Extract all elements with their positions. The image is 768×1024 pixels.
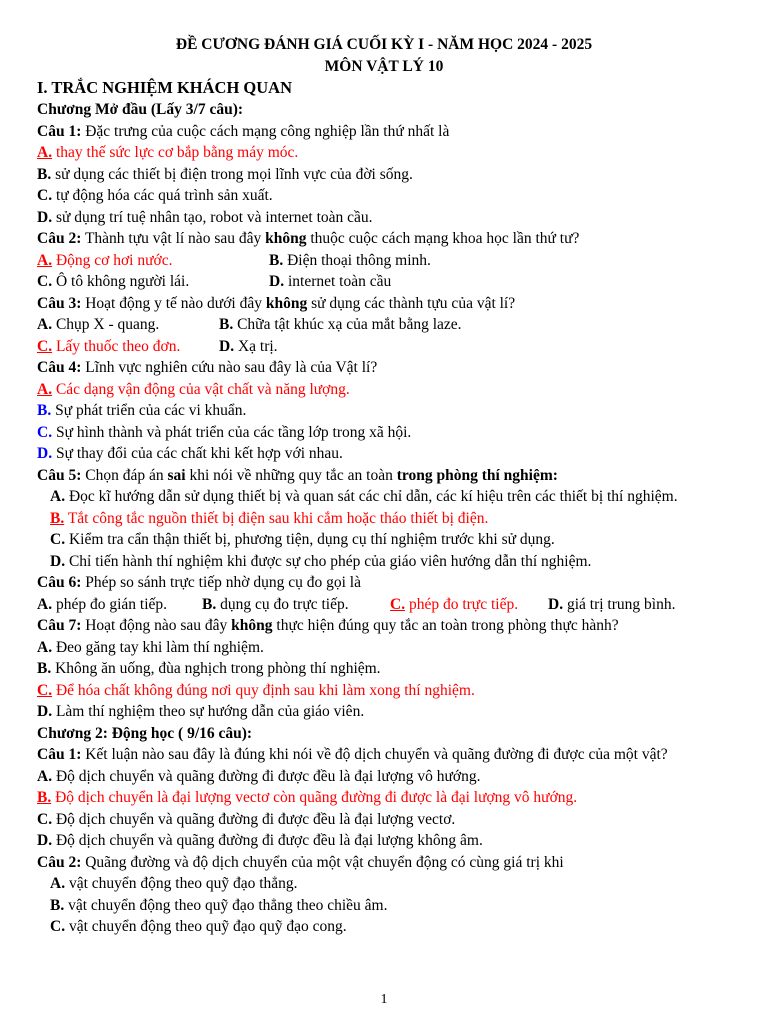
option-letter: D. <box>548 595 564 613</box>
option-text: giá trị trung bình. <box>563 595 676 613</box>
question-number: Câu 7: <box>37 617 82 634</box>
option-text: tự động hóa các quá trình sản xuất. <box>52 187 273 204</box>
question <box>37 121 731 143</box>
answer-option <box>37 316 159 333</box>
option-letter: D. <box>269 273 285 290</box>
answer-option <box>37 185 731 207</box>
option-letter: C. <box>50 531 66 548</box>
question-emphasis: không <box>265 294 308 312</box>
answer-option <box>37 400 731 422</box>
option-letter: A. <box>37 251 53 269</box>
option-text: internet toàn cầu <box>284 273 392 290</box>
question-number: Câu 3: <box>37 294 82 312</box>
question-emphasis: không <box>231 617 273 634</box>
question-text: thực hiện đúng quy tắc an toàn trong phòng thực hành? <box>272 617 619 634</box>
question-emphasis: sai <box>167 466 186 484</box>
question-text: Hoạt động nào sau đây <box>81 617 232 634</box>
option-letter: D. <box>37 703 53 720</box>
option-text: Sự hình thành và phát triển của các tầng lớp trong xã hội. <box>52 423 412 441</box>
question-emphasis: không <box>265 230 307 247</box>
option-text: Để hóa chất không đúng nơi quy định sau khi làm xong thí nghiệm. <box>52 681 475 699</box>
answer-option <box>37 443 731 465</box>
question <box>37 572 731 594</box>
answer-option <box>219 314 462 336</box>
answer-option-correct <box>37 338 180 355</box>
option-letter: A. <box>37 380 53 398</box>
answer-option <box>37 273 189 290</box>
question-number: Câu 1: <box>37 746 82 763</box>
option-text: Kiểm tra cẩn thận thiết bị, phương tiện, dụng cụ thí nghiệm trước khi sử dụng. <box>65 531 555 548</box>
option-letter: B. <box>37 660 52 677</box>
option-letter: A. <box>37 144 53 161</box>
question-text: Thành tựu vật lí nào sau đây <box>81 230 266 247</box>
answer-row <box>37 271 731 293</box>
answer-option <box>37 830 731 852</box>
answer-option <box>37 207 731 229</box>
option-letter: A. <box>37 638 53 656</box>
option-letter: A. <box>37 316 53 333</box>
answer-option <box>37 422 731 444</box>
option-letter: C. <box>37 681 53 699</box>
option-letter: C. <box>390 595 406 613</box>
option-text: Đọc kĩ hướng dẫn sử dụng thiết bị và quan sát các chỉ dẫn, các kí hiệu trên các thiết bị thí nghiệm. <box>65 488 678 505</box>
question-text: khi nói về những quy tắc an toàn <box>185 466 397 484</box>
option-text: Điện thoại thông minh. <box>283 251 431 269</box>
option-letter: C. <box>37 337 53 355</box>
option-text: Lấy thuốc theo đơn. <box>52 337 181 355</box>
option-letter: B. <box>37 165 52 183</box>
answer-option-correct <box>37 680 731 702</box>
exam-outline-page <box>37 34 731 938</box>
answer-option <box>37 486 731 508</box>
option-letter: D. <box>37 445 53 462</box>
option-letter: C. <box>37 187 53 204</box>
option-text: Sự thay đổi của các chất khi kết hợp với nhau. <box>52 445 343 462</box>
option-text: Chỉ tiến hành thí nghiệm khi được sự cho phép của giáo viên hướng dẫn thí nghiệm. <box>65 552 592 570</box>
option-letter: D. <box>50 552 66 570</box>
answer-option <box>37 809 731 831</box>
question-text: Phép so sánh trực tiếp nhờ dụng cụ đo gọi là <box>81 574 361 591</box>
question <box>37 465 731 487</box>
option-text: vật chuyển động theo quỹ đạo thẳng theo chiều âm. <box>64 896 388 914</box>
option-letter: B. <box>202 595 217 613</box>
option-text: Sự phát triển của các vi khuẩn. <box>51 402 247 419</box>
question <box>37 228 731 250</box>
question <box>37 357 731 379</box>
option-letter: D. <box>219 337 235 355</box>
answer-option <box>37 873 731 895</box>
document-title: ĐỀ CƯƠNG ĐÁNH GIÁ CUỐI KỲ I - NĂM HỌC 2024 - 2025 <box>175 36 593 53</box>
option-letter: A. <box>37 595 53 613</box>
question-text: Kết luận nào sau đây là đúng khi nói về độ dịch chuyển và quãng đường đi được của một vật? <box>81 746 668 763</box>
question-text: Đặc trưng của cuộc cách mạng công nghiệp lần thứ nhất là <box>81 122 450 140</box>
question-text: Quãng đường và độ dịch chuyển của một vật chuyển động có cùng giá trị khi <box>81 853 564 871</box>
question-number: Câu 2: <box>37 853 82 871</box>
option-letter: A. <box>50 875 66 892</box>
option-letter: B. <box>37 402 52 419</box>
answer-option <box>269 250 431 272</box>
option-letter: D. <box>37 208 53 226</box>
option-letter: C. <box>37 810 53 828</box>
answer-row <box>37 250 731 272</box>
question-number: Câu 5: <box>37 466 82 484</box>
chapter-heading: Chương 2: Động học ( 9/16 câu): <box>37 724 253 742</box>
section-heading: I. TRẮC NGHIỆM KHÁCH QUAN <box>37 78 293 97</box>
question-emphasis: trong phòng thí nghiệm: <box>396 466 558 484</box>
option-letter: D. <box>37 832 53 849</box>
chapter-heading: Chương Mở đầu (Lấy 3/7 câu): <box>37 101 244 118</box>
option-text: phép đo trực tiếp. <box>405 595 519 613</box>
answer-option <box>37 529 731 551</box>
question <box>37 293 731 315</box>
option-letter: B. <box>37 789 52 806</box>
option-text: sử dụng trí tuệ nhân tạo, robot và internet toàn cầu. <box>52 208 373 226</box>
option-text: Chụp X - quang. <box>52 316 160 333</box>
question-number: Câu 6: <box>37 574 82 591</box>
answer-option <box>548 594 675 616</box>
option-letter: A. <box>50 488 66 505</box>
option-letter: B. <box>219 316 234 333</box>
answer-option-correct <box>37 252 172 269</box>
option-text: sử dụng các thiết bị điện trong mọi lĩnh vực của đời sống. <box>51 165 413 183</box>
option-text: vật chuyển động theo quỹ đạo quỹ đạo cong. <box>65 918 347 935</box>
option-text: thay thế sức lực cơ bắp bằng máy móc. <box>55 144 299 161</box>
option-text: Động cơ hơi nước. <box>52 251 173 269</box>
option-text: Độ dịch chuyển và quãng đường đi được đều là đại lượng vectơ. <box>52 810 456 828</box>
question-text: Hoạt động y tế nào dưới đây <box>81 294 266 312</box>
option-text: Độ dịch chuyển là đại lượng vectơ còn quãng đường đi được là đại lượng vô hướng. <box>51 789 578 806</box>
answer-option <box>269 271 391 293</box>
answer-row <box>37 594 731 616</box>
answer-row <box>37 336 731 358</box>
question-number: Câu 2: <box>37 230 82 247</box>
option-text: Độ dịch chuyển và quãng đường đi được đều là đại lượng không âm. <box>52 832 483 849</box>
answer-option <box>37 766 731 788</box>
question-text: thuộc cuộc cách mạng khoa học lần thứ tư? <box>306 230 580 247</box>
answer-option-correct <box>37 379 731 401</box>
page-number: 1 <box>380 992 388 1007</box>
answer-option-correct <box>390 594 518 616</box>
option-text: Không ăn uống, đùa nghịch trong phòng thí nghiệm. <box>51 660 381 677</box>
answer-option <box>37 551 731 573</box>
subject-title: MÔN VẬT LÝ 10 <box>324 57 444 75</box>
question-text: Lĩnh vực nghiên cứu nào sau đây là của Vật lí? <box>81 359 378 376</box>
answer-option-correct <box>37 508 731 530</box>
option-text: Xạ trị. <box>234 337 278 355</box>
option-text: Làm thí nghiệm theo sự hướng dẫn của giáo viên. <box>52 703 365 720</box>
option-letter: C. <box>37 423 53 441</box>
option-text: Các dạng vận động của vật chất và năng lượng. <box>52 380 350 398</box>
answer-option <box>37 637 731 659</box>
option-text: Tắt công tắc nguồn thiết bị điện sau khi cắm hoặc tháo thiết bị điện. <box>64 509 489 527</box>
option-text: phép đo gián tiếp. <box>52 595 168 613</box>
option-letter: C. <box>50 918 66 935</box>
option-text: Chữa tật khúc xạ của mắt bằng laze. <box>233 316 462 333</box>
question-text: sử dụng các thành tựu của vật lí? <box>307 294 516 312</box>
answer-row <box>37 314 731 336</box>
question-text: Chọn đáp án <box>81 466 168 484</box>
answer-option <box>37 164 731 186</box>
question <box>37 852 731 874</box>
answer-option <box>202 594 349 616</box>
answer-option-correct <box>37 787 731 809</box>
option-text: dụng cụ đo trực tiếp. <box>216 595 349 613</box>
answer-option <box>37 596 167 613</box>
question-number: Câu 4: <box>37 359 82 376</box>
option-text: Độ dịch chuyển và quãng đường đi được đều là đại lượng vô hướng. <box>52 767 481 785</box>
question <box>37 615 731 637</box>
option-letter: C. <box>37 273 53 290</box>
question <box>37 744 731 766</box>
answer-option-correct <box>37 142 731 164</box>
answer-option <box>37 916 731 938</box>
option-letter: A. <box>37 767 53 785</box>
option-letter: B. <box>50 896 65 914</box>
option-text: Đeo găng tay khi làm thí nghiệm. <box>52 638 264 656</box>
question-number: Câu 1: <box>37 122 82 140</box>
answer-option <box>219 336 278 358</box>
option-text: Ô tô không người lái. <box>52 273 190 290</box>
answer-option <box>37 895 731 917</box>
option-letter: B. <box>269 251 284 269</box>
answer-option <box>37 701 731 723</box>
answer-option <box>37 658 731 680</box>
option-text: vật chuyển động theo quỹ đạo thẳng. <box>65 875 298 892</box>
option-letter: B. <box>50 509 65 527</box>
